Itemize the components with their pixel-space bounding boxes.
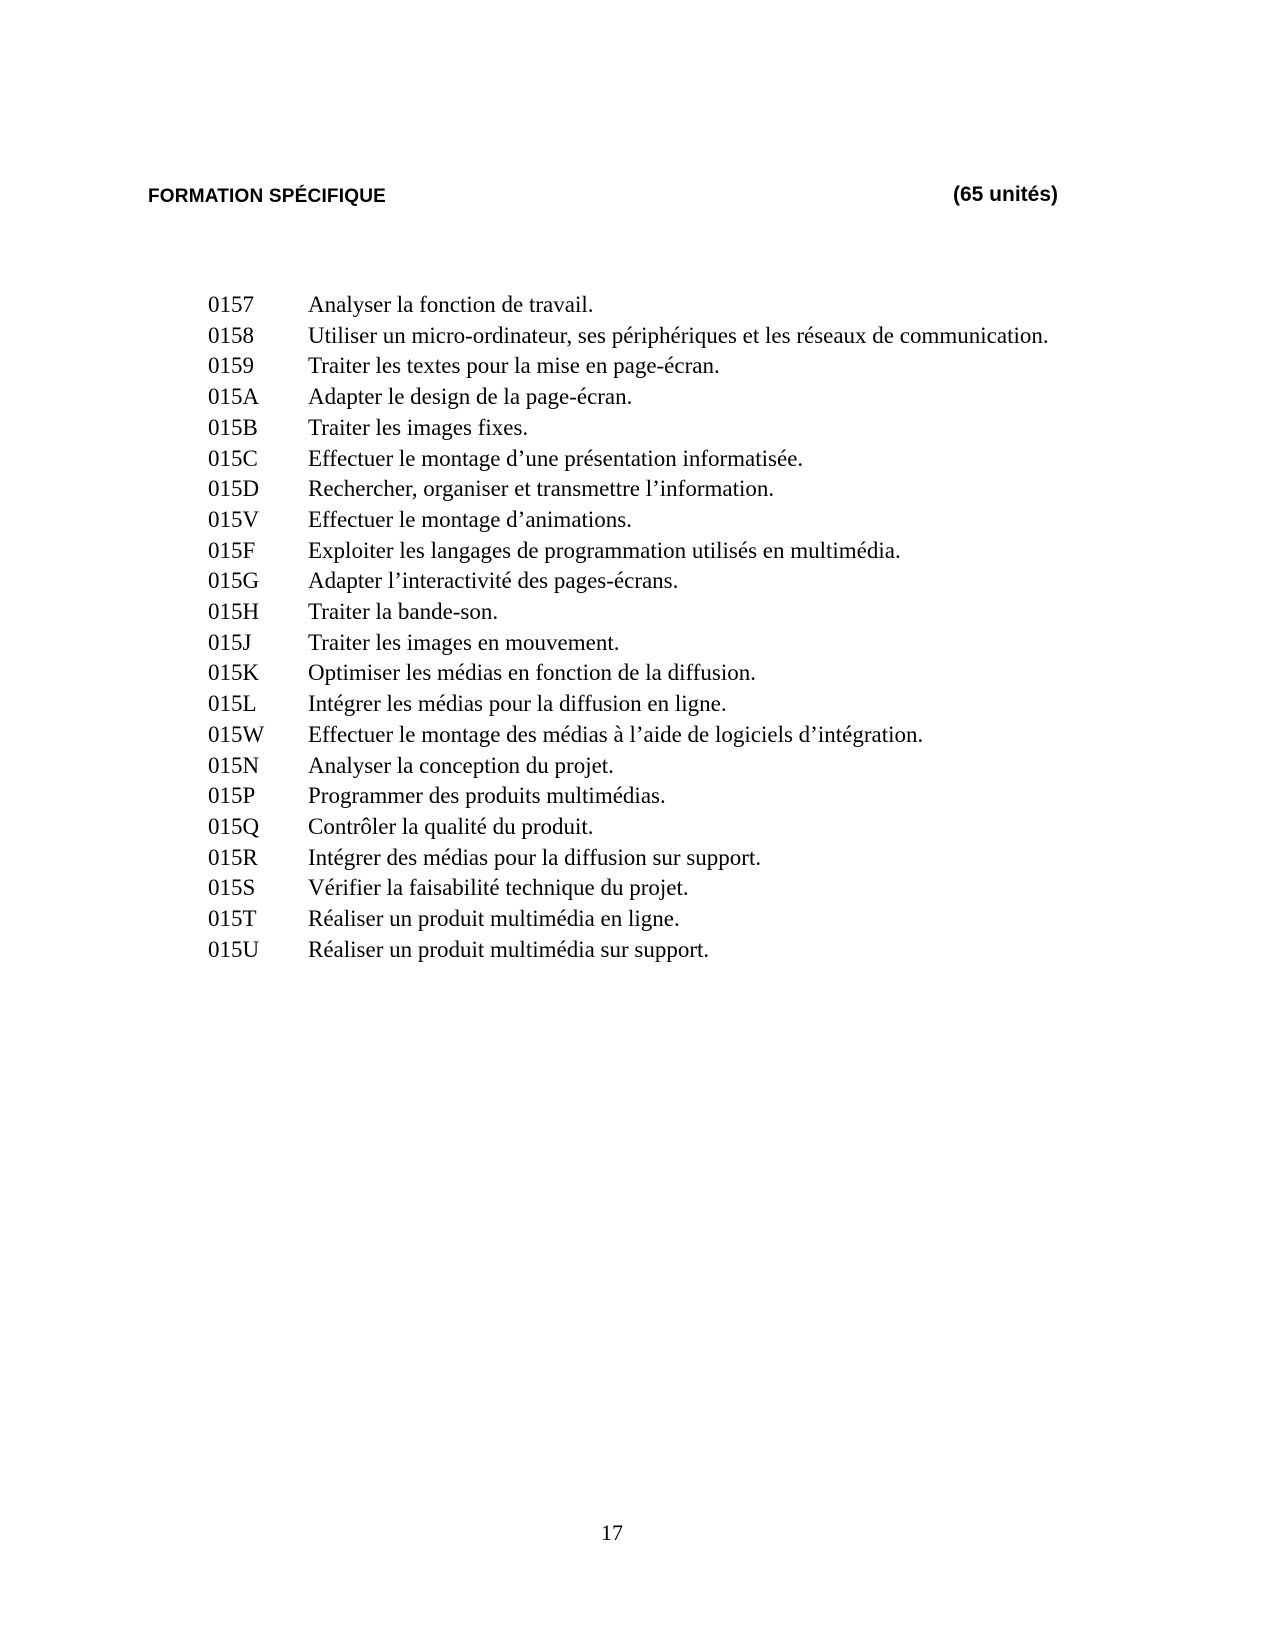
course-row xyxy=(208,505,1128,536)
course-title: Traiter les images en mouvement. xyxy=(308,629,620,655)
course-row xyxy=(208,812,1128,843)
course-code: 015H xyxy=(208,599,260,625)
course-code: 015S xyxy=(208,875,256,901)
course-code: 0159 xyxy=(208,353,254,379)
course-code: 015A xyxy=(208,384,260,410)
course-title: Utiliser un micro-ordinateur, ses périphériques et les réseaux de communication. xyxy=(308,322,1049,348)
course-title: Réaliser un produit multimédia sur support. xyxy=(308,936,710,962)
course-row xyxy=(208,751,1128,782)
course-title: Réaliser un produit multimédia en ligne. xyxy=(308,906,680,932)
course-row xyxy=(208,904,1128,935)
course-title: Intégrer les médias pour la diffusion en ligne. xyxy=(308,691,727,717)
course-title: Analyser la fonction de travail. xyxy=(308,292,594,317)
course-title: Traiter les images fixes. xyxy=(308,414,529,440)
course-code: 015U xyxy=(208,936,260,962)
course-title: Contrôler la qualité du produit. xyxy=(308,813,594,839)
course-row xyxy=(208,536,1128,567)
course-code: 015R xyxy=(208,844,258,870)
course-row xyxy=(208,413,1128,444)
course-code: 015P xyxy=(208,783,256,809)
section-title: FORMATION SPÉCIFIQUE xyxy=(148,186,386,207)
course-row xyxy=(208,597,1128,628)
course-row xyxy=(208,781,1128,812)
course-title: Effectuer le montage d’une présentation informatisée. xyxy=(308,445,804,471)
course-title: Optimiser les médias en fonction de la diffusion. xyxy=(308,660,756,686)
course-code: 015L xyxy=(208,691,257,717)
course-row xyxy=(208,474,1128,505)
course-row xyxy=(208,566,1128,597)
course-code: 015K xyxy=(208,660,260,686)
course-code: 015G xyxy=(208,568,260,594)
course-code: 015F xyxy=(208,537,256,563)
course-row xyxy=(208,351,1128,382)
course-row xyxy=(208,321,1128,352)
course-row xyxy=(208,720,1128,751)
course-row xyxy=(208,382,1128,413)
course-code: 015V xyxy=(208,506,260,532)
course-code: 015B xyxy=(208,414,258,440)
units-label: (65 unités) xyxy=(953,183,1059,206)
course-code: 015N xyxy=(208,752,260,778)
course-code: 0158 xyxy=(208,322,254,348)
course-title: Traiter la bande-son. xyxy=(308,599,499,625)
page-number: 17 xyxy=(601,1520,623,1545)
course-code: 015W xyxy=(208,721,265,747)
course-list xyxy=(208,290,1128,965)
course-code: 015Q xyxy=(208,813,260,839)
course-title: Effectuer le montage d’animations. xyxy=(308,506,633,532)
course-title: Adapter le design de la page-écran. xyxy=(308,384,633,410)
course-title: Vérifier la faisabilité technique du projet. xyxy=(308,875,689,901)
course-row xyxy=(208,689,1128,720)
course-code: 015C xyxy=(208,445,258,471)
course-row xyxy=(208,290,1128,321)
course-title: Adapter l’interactivité des pages-écrans. xyxy=(308,568,679,594)
course-row xyxy=(208,935,1128,966)
course-title: Intégrer des médias pour la diffusion sur support. xyxy=(308,844,762,870)
course-title: Analyser la conception du projet. xyxy=(308,752,614,778)
course-title: Programmer des produits multimédias. xyxy=(308,783,666,809)
course-code: 015J xyxy=(208,629,252,655)
course-title: Rechercher, organiser et transmettre l’information. xyxy=(308,476,775,502)
course-row xyxy=(208,873,1128,904)
course-row xyxy=(208,843,1128,874)
course-code: 0157 xyxy=(208,292,254,317)
course-row xyxy=(208,628,1128,659)
course-code: 015T xyxy=(208,906,257,932)
course-code: 015D xyxy=(208,476,260,502)
course-row xyxy=(208,658,1128,689)
course-title: Effectuer le montage des médias à l’aide de logiciels d’intégration. xyxy=(308,721,924,747)
course-title: Exploiter les langages de programmation utilisés en multimédia. xyxy=(308,537,901,563)
course-row xyxy=(208,444,1128,475)
course-title: Traiter les textes pour la mise en page-écran. xyxy=(308,353,720,379)
